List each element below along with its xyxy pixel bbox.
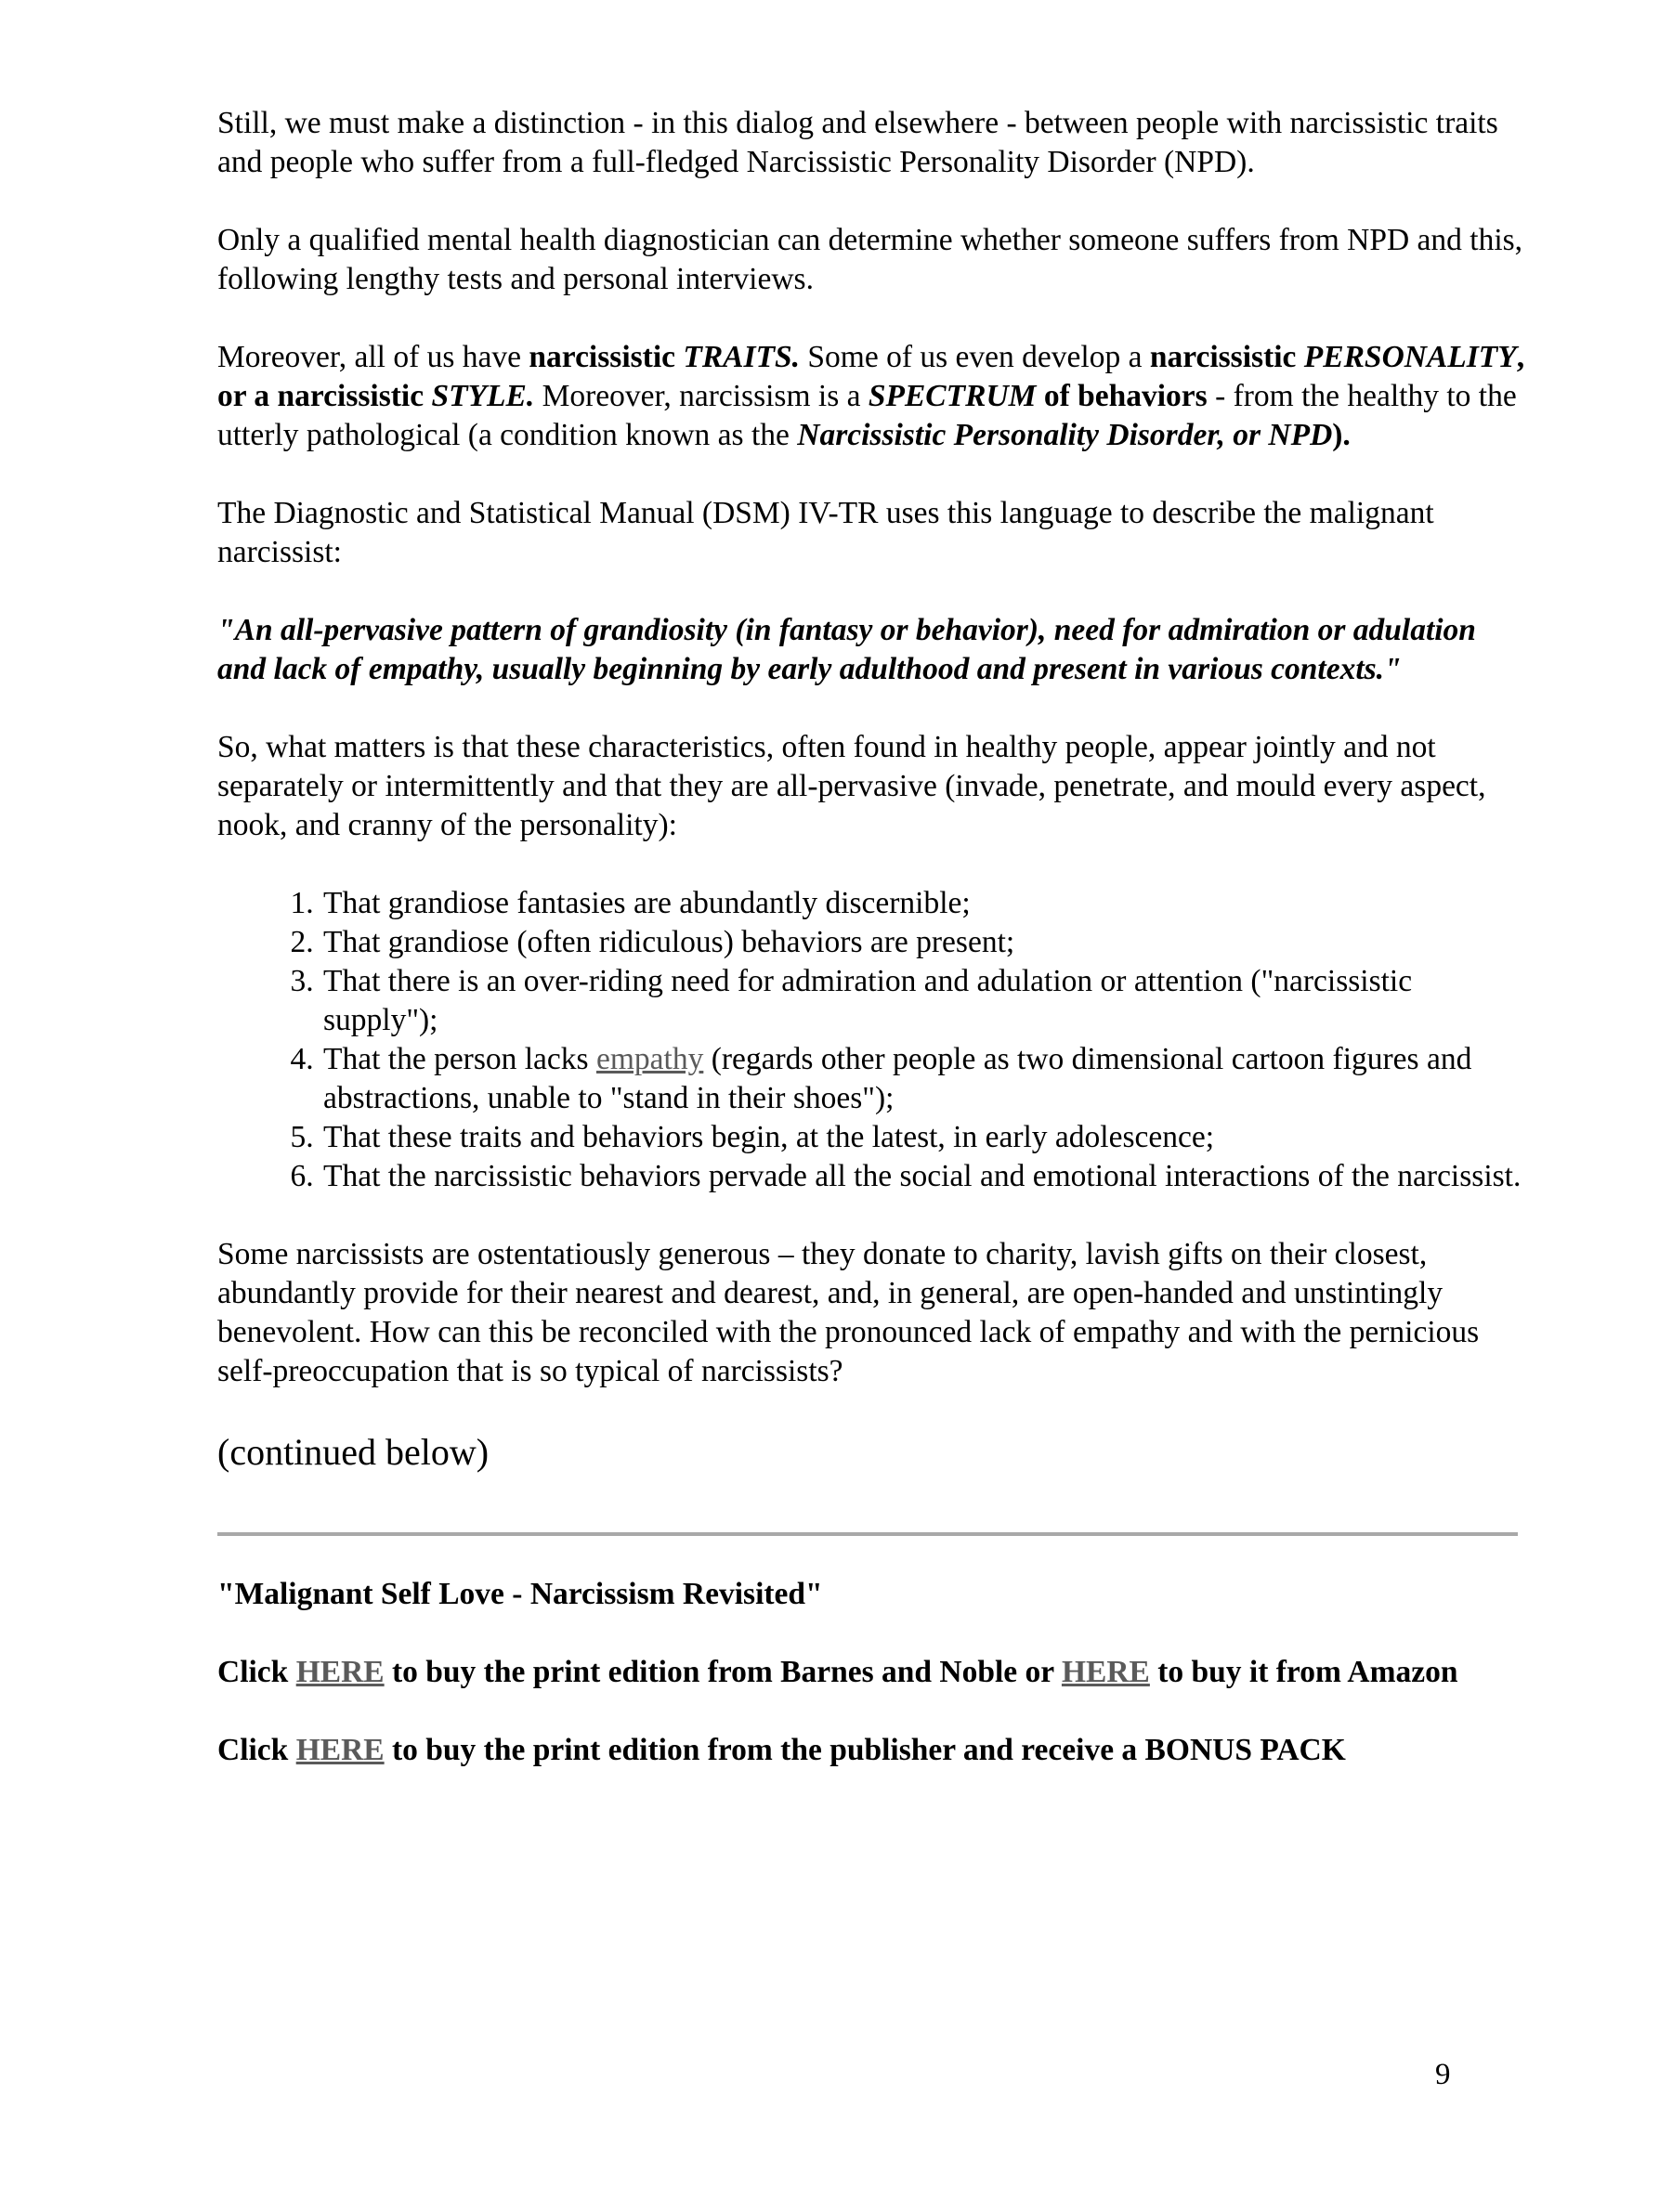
continued-below: (continued below)	[217, 1431, 490, 1473]
purchase-text: to buy the print edition from the publisher and receive a BONUS PACK	[384, 1733, 1346, 1767]
page-number: 9	[1435, 2058, 1451, 2091]
traits-bold-1: narcissistic	[529, 340, 684, 374]
barnes-noble-link[interactable]: HERE	[295, 1655, 385, 1689]
amazon-link[interactable]: HERE	[1061, 1655, 1150, 1689]
list-item: 3. That there is an over-riding need for admiration and adulation or attention ("narcissistic supply");	[321, 962, 1527, 1040]
click-text: Click	[217, 1733, 296, 1767]
paragraph-dsm: The Diagnostic and Statistical Manual (DSM) IV-TR uses this language to describe the malignant narcissist:	[217, 496, 1434, 569]
list-item	[321, 1040, 1527, 1118]
document-body	[217, 104, 1527, 1809]
purchase-text: to buy it from Amazon	[1149, 1655, 1458, 1689]
traits-bold-italic-personality: PERSONALITY	[1303, 340, 1517, 374]
horizontal-divider	[217, 1532, 1518, 1536]
paragraph-distinction: Still, we must make a distinction - in this dialog and elsewhere - between people with narcissistic traits and people who suffer from a full-fledged Narcissistic Personality Disorder (NPD).	[217, 106, 1498, 179]
book-title: "Malignant Self Love - Narcissism Revisited"	[217, 1577, 823, 1611]
paragraph-characteristics: So, what matters is that these characteristics, often found in healthy people, appear jointly and not separately or intermittently and that they are all-pervasive (invade, penetrate, and mould every aspect, nook, and cranny of the personality):	[217, 730, 1486, 842]
purchase-line-publisher	[217, 1731, 1527, 1770]
traits-text-4: - from the healthy to the utterly pathological (a condition known as the	[217, 379, 1517, 452]
criteria-list	[217, 884, 1527, 1196]
purchase-line-retailers	[217, 1653, 1527, 1692]
traits-bold-2: narcissistic	[1149, 340, 1304, 374]
list-item: 2. That grandiose (often ridiculous) behaviors are present;	[321, 923, 1527, 962]
paragraph-generosity: Some narcissists are ostentatiously generous – they donate to charity, lavish gifts on their closest, abundantly provide for their nearest and dearest, and, in general, are open-handed and unstintingly benevolent. How can this be reconciled with the pronounced lack of empathy and with the pernicious self-preoccupation that is so typical of narcissists?	[217, 1237, 1480, 1388]
list-item: 6. That the narcissistic behaviors pervade all the social and emotional interactions of the narcissist.	[321, 1157, 1527, 1196]
empathy-link[interactable]: empathy	[595, 1042, 704, 1076]
traits-bold-3: , or a narcissistic	[217, 340, 1525, 413]
purchase-text: to buy the print edition from Barnes and Noble or	[384, 1655, 1062, 1689]
list-item: 5. That these traits and behaviors begin, at the latest, in early adolescence;	[321, 1118, 1527, 1157]
traits-bold-italic-npd: Narcissistic Personality Disorder, or NPD	[797, 418, 1333, 452]
traits-text-1: Moreover, all of us have	[217, 340, 529, 374]
traits-bold-italic-traits: TRAITS.	[683, 340, 801, 374]
traits-bold-5: ).	[1332, 418, 1351, 452]
click-text: Click	[217, 1655, 296, 1689]
paragraph-diagnostician: Only a qualified mental health diagnostician can determine whether someone suffers from NPD and this, following lengthy tests and personal interviews.	[217, 223, 1523, 296]
traits-bold-italic-spectrum: SPECTRUM	[868, 379, 1037, 413]
paragraph-traits	[217, 338, 1527, 455]
traits-text-2: Some of us even develop a	[800, 340, 1150, 374]
list-item-text: That the person lacks	[323, 1042, 596, 1076]
dsm-quote: "An all-pervasive pattern of grandiosity (in fantasy or behavior), need for admiration or adulation and lack of empathy, usually beginning by early adulthood and present in various contexts."	[217, 613, 1476, 686]
traits-bold-4: of behaviors	[1036, 379, 1208, 413]
list-item: 1. That grandiose fantasies are abundantly discernible;	[321, 884, 1527, 923]
publisher-link[interactable]: HERE	[295, 1733, 385, 1767]
traits-text-3: Moreover, narcissism is a	[534, 379, 869, 413]
traits-bold-italic-style: STYLE.	[431, 379, 535, 413]
list-item-text: (regards other people as two dimensional cartoon figures and abstractions, unable to "stand in their shoes");	[323, 1042, 1472, 1115]
